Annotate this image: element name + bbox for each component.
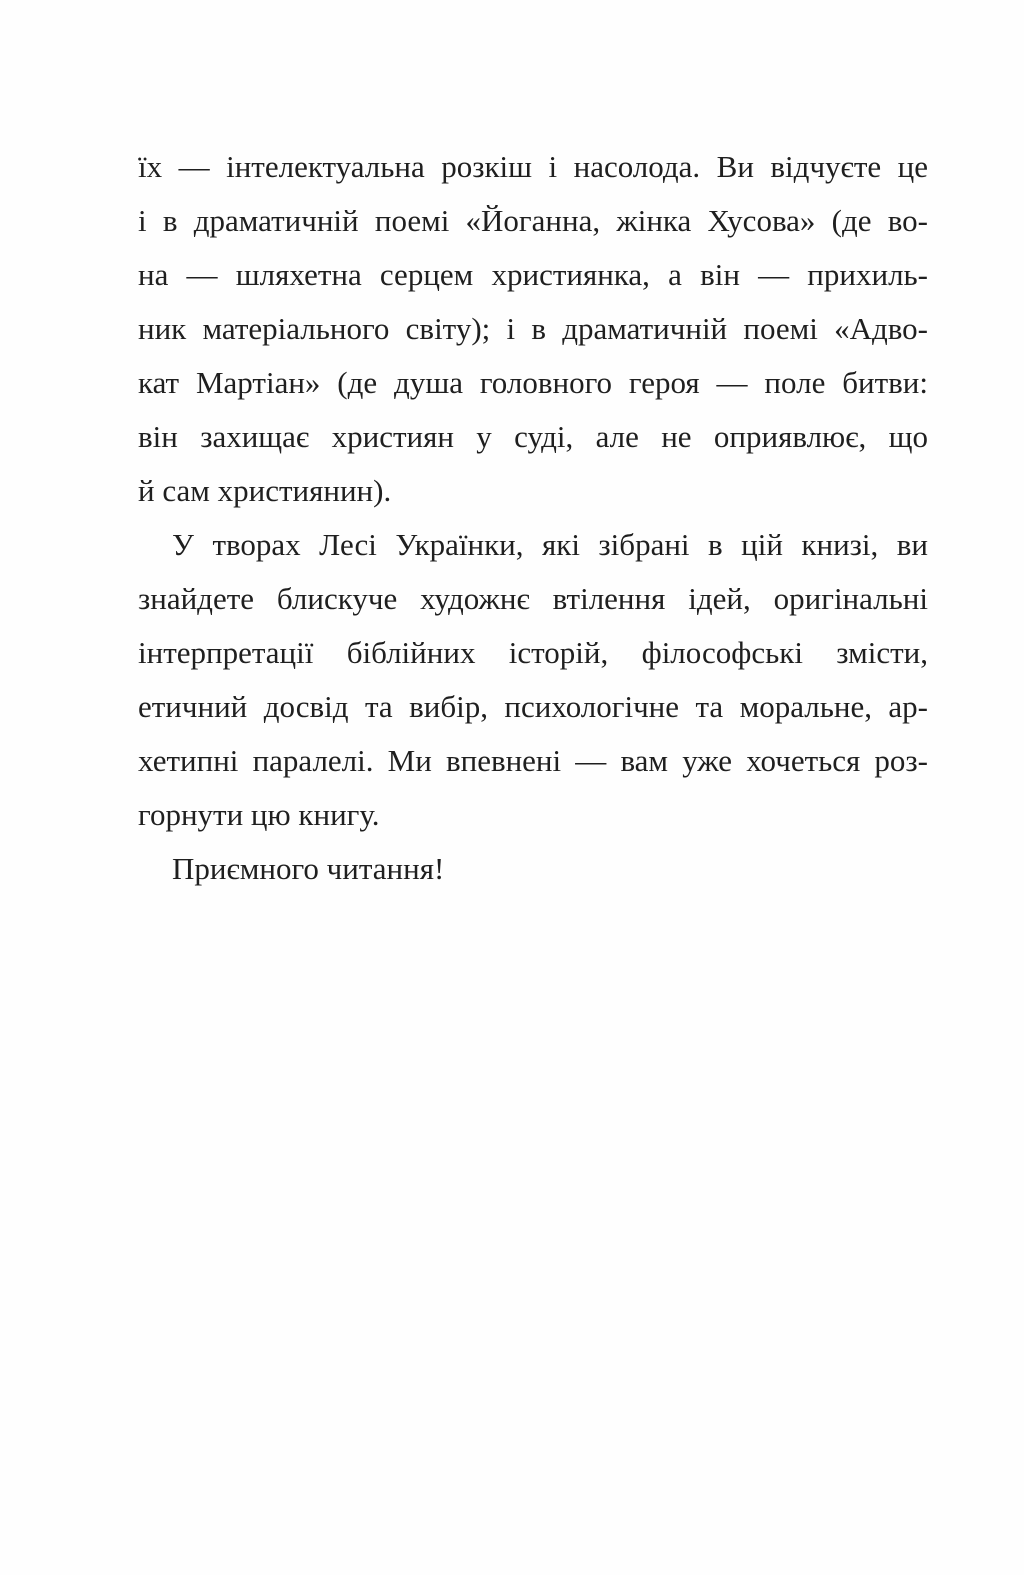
paragraph: [138, 140, 928, 518]
paragraph: [138, 842, 928, 896]
text-line: і в драматичній поемі «Йоганна, жінка Хусова» (де во-: [138, 203, 928, 238]
text-line: він захищає християн у суді, але не оприявлює, що: [138, 419, 928, 454]
text-line: Приємного читання!: [172, 851, 445, 886]
text-line: на — шляхетна серцем християнка, а він — прихиль-: [138, 257, 928, 292]
text-line: етичний досвід та вибір, психологічне та моральне, ар-: [138, 689, 928, 724]
text-line: й сам християнин).: [138, 473, 392, 508]
body-text: [138, 140, 928, 896]
text-line: горнути цю книгу.: [138, 797, 380, 832]
text-line: хетипні паралелі. Ми впевнені — вам уже хочеться роз-: [138, 743, 928, 778]
text-line: їх — інтелектуальна розкіш і насолода. Ви відчуєте це: [138, 149, 928, 184]
text-line: знайдете блискуче художнє втілення ідей, оригінальні: [138, 581, 928, 616]
text-line: У творах Лесі Українки, які зібрані в цій книзі, ви: [172, 527, 928, 562]
text-line: кат Мартіан» (де душа головного героя — поле битви:: [138, 365, 928, 400]
text-line: інтерпретації біблійних історій, філософські змісти,: [138, 635, 928, 670]
paragraph: [138, 518, 928, 842]
text-line: ник матеріального світу); і в драматичній поемі «Адво-: [138, 311, 928, 346]
